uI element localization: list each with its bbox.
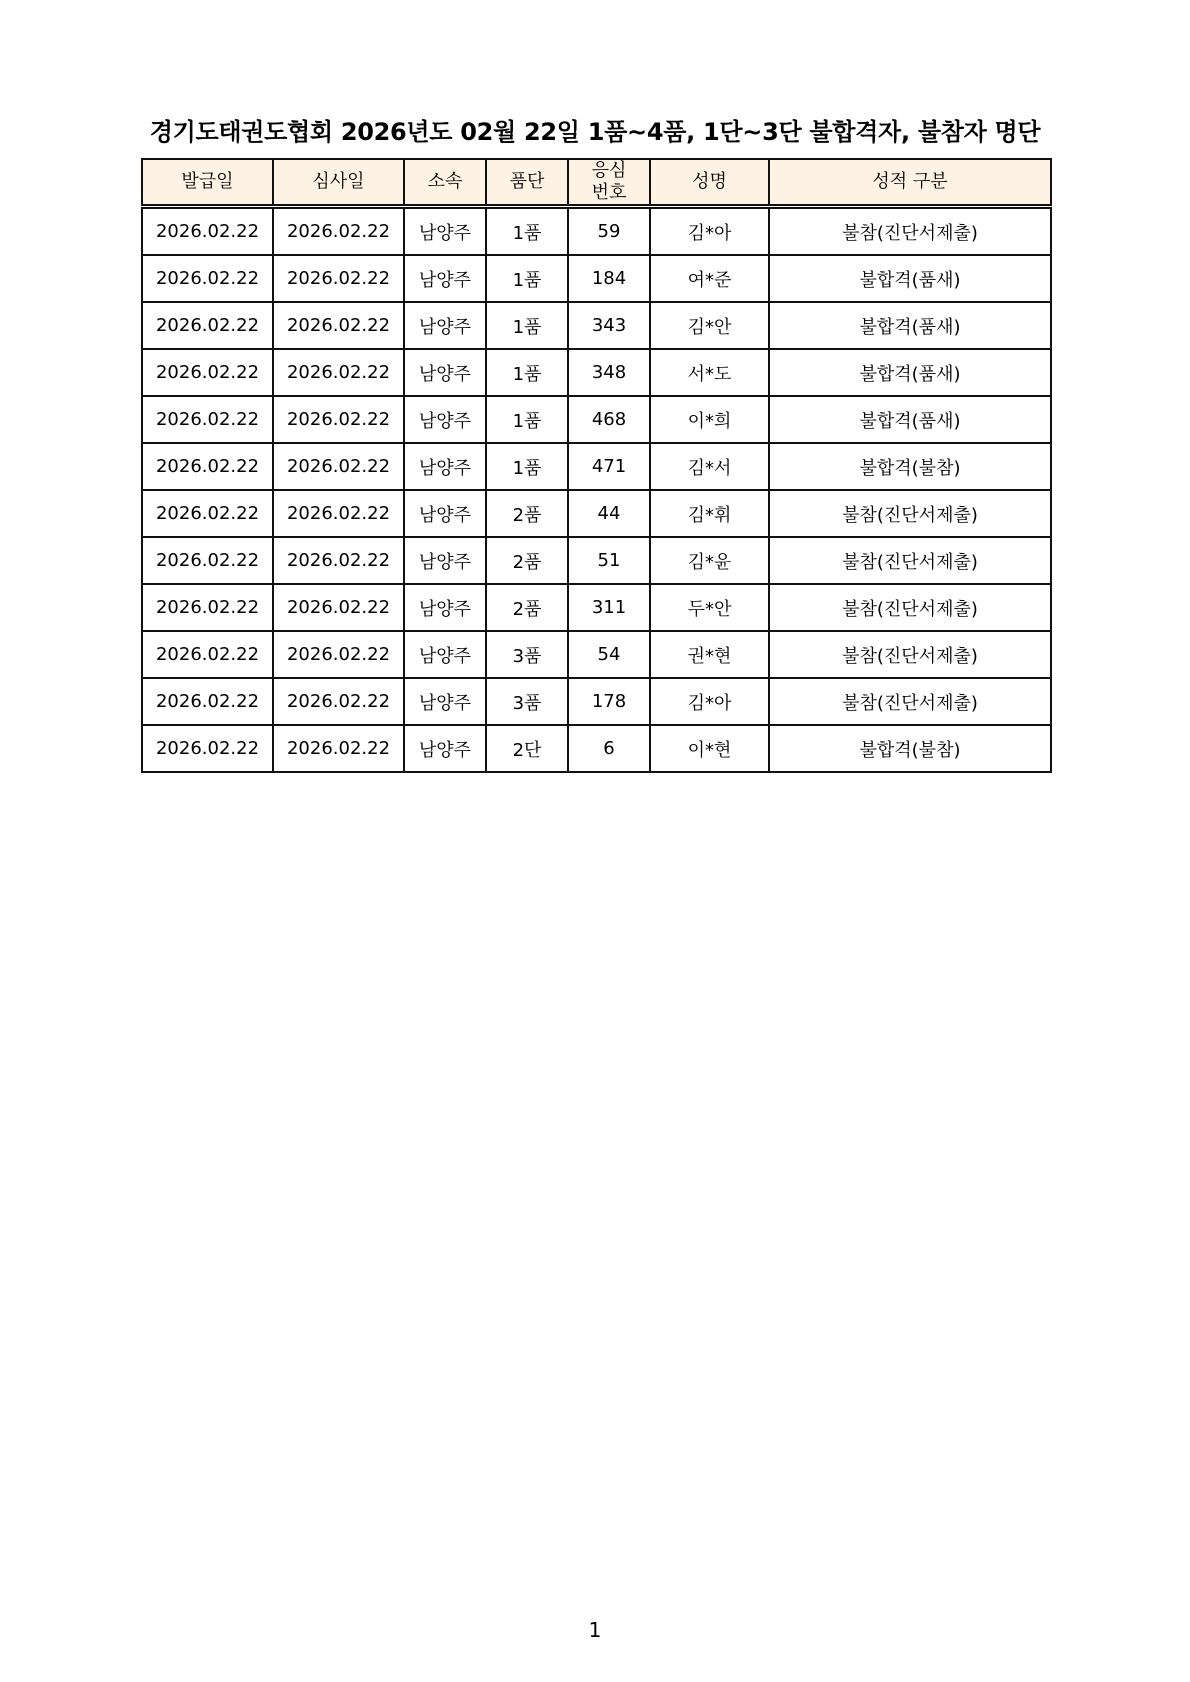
cell-result: 불참(진단서제출) [769, 584, 1051, 631]
cell-rank: 2단 [486, 725, 568, 772]
cell-issue-date: 2026.02.22 [142, 396, 273, 443]
cell-exam-date: 2026.02.22 [273, 396, 404, 443]
cell-rank: 2품 [486, 537, 568, 584]
cell-issue-date: 2026.02.22 [142, 302, 273, 349]
results-table [141, 158, 1052, 773]
cell-issue-date: 2026.02.22 [142, 725, 273, 772]
cell-result: 불합격(불참) [769, 443, 1051, 490]
cell-rank: 1품 [486, 207, 568, 256]
cell-exam-date: 2026.02.22 [273, 584, 404, 631]
header-rank: 품단 [486, 159, 568, 207]
cell-result: 불참(진단서제출) [769, 678, 1051, 725]
cell-rank: 3품 [486, 631, 568, 678]
cell-result: 불합격(불참) [769, 725, 1051, 772]
cell-rank: 2품 [486, 490, 568, 537]
cell-affiliation: 남양주 [404, 255, 486, 302]
cell-name: 서*도 [650, 349, 769, 396]
cell-name: 이*현 [650, 725, 769, 772]
table-row [142, 207, 1051, 256]
cell-name: 이*희 [650, 396, 769, 443]
header-result: 성적 구분 [769, 159, 1051, 207]
cell-name: 여*준 [650, 255, 769, 302]
cell-name: 두*안 [650, 584, 769, 631]
cell-issue-date: 2026.02.22 [142, 631, 273, 678]
document-title: 경기도태권도협회 2026년도 02월 22일 1품~4품, 1단~3단 불합격자, 불참자 명단 [149, 118, 1041, 146]
cell-affiliation: 남양주 [404, 678, 486, 725]
cell-affiliation: 남양주 [404, 725, 486, 772]
cell-issue-date: 2026.02.22 [142, 490, 273, 537]
cell-issue-date: 2026.02.22 [142, 584, 273, 631]
cell-rank: 2품 [486, 584, 568, 631]
header-row [142, 159, 1051, 207]
table-row [142, 255, 1051, 302]
cell-rank: 1품 [486, 396, 568, 443]
cell-exam-number: 343 [568, 302, 650, 349]
cell-result: 불합격(품새) [769, 255, 1051, 302]
cell-exam-number: 468 [568, 396, 650, 443]
cell-exam-date: 2026.02.22 [273, 207, 404, 256]
header-exam-date: 심사일 [273, 159, 404, 207]
cell-affiliation: 남양주 [404, 207, 486, 256]
cell-issue-date: 2026.02.22 [142, 537, 273, 584]
header-exam-number-line1: 응심 [591, 160, 627, 181]
cell-issue-date: 2026.02.22 [142, 255, 273, 302]
cell-exam-number: 471 [568, 443, 650, 490]
header-name: 성명 [650, 159, 769, 207]
cell-affiliation: 남양주 [404, 302, 486, 349]
cell-rank: 1품 [486, 349, 568, 396]
cell-rank: 3품 [486, 678, 568, 725]
cell-result: 불참(진단서제출) [769, 631, 1051, 678]
table-body [142, 207, 1051, 773]
cell-exam-date: 2026.02.22 [273, 255, 404, 302]
cell-exam-number: 54 [568, 631, 650, 678]
table-row [142, 302, 1051, 349]
cell-result: 불참(진단서제출) [769, 490, 1051, 537]
cell-rank: 1품 [486, 255, 568, 302]
cell-exam-number: 348 [568, 349, 650, 396]
cell-result: 불참(진단서제출) [769, 207, 1051, 256]
cell-rank: 1품 [486, 302, 568, 349]
cell-exam-number: 311 [568, 584, 650, 631]
cell-result: 불참(진단서제출) [769, 537, 1051, 584]
table-row [142, 349, 1051, 396]
cell-result: 불합격(품새) [769, 349, 1051, 396]
cell-name: 김*아 [650, 678, 769, 725]
cell-affiliation: 남양주 [404, 443, 486, 490]
table-row [142, 584, 1051, 631]
table-header [142, 159, 1051, 207]
cell-affiliation: 남양주 [404, 584, 486, 631]
table-row [142, 537, 1051, 584]
cell-name: 김*안 [650, 302, 769, 349]
cell-issue-date: 2026.02.22 [142, 443, 273, 490]
cell-exam-number: 51 [568, 537, 650, 584]
cell-exam-date: 2026.02.22 [273, 631, 404, 678]
cell-exam-number: 44 [568, 490, 650, 537]
cell-exam-number: 178 [568, 678, 650, 725]
cell-name: 김*서 [650, 443, 769, 490]
table-row [142, 678, 1051, 725]
page-number: 1 [588, 1618, 602, 1642]
cell-exam-number: 6 [568, 725, 650, 772]
cell-result: 불합격(품새) [769, 302, 1051, 349]
header-affiliation: 소속 [404, 159, 486, 207]
cell-exam-date: 2026.02.22 [273, 678, 404, 725]
header-exam-number-line2: 번호 [591, 182, 627, 203]
cell-affiliation: 남양주 [404, 349, 486, 396]
cell-affiliation: 남양주 [404, 396, 486, 443]
table-row [142, 443, 1051, 490]
cell-result: 불합격(품새) [769, 396, 1051, 443]
cell-affiliation: 남양주 [404, 631, 486, 678]
header-issue-date: 발급일 [142, 159, 273, 207]
cell-exam-number: 184 [568, 255, 650, 302]
table-row [142, 396, 1051, 443]
table-row [142, 631, 1051, 678]
cell-exam-date: 2026.02.22 [273, 537, 404, 584]
cell-exam-number: 59 [568, 207, 650, 256]
cell-affiliation: 남양주 [404, 490, 486, 537]
header-exam-number [568, 159, 650, 207]
cell-issue-date: 2026.02.22 [142, 207, 273, 256]
cell-exam-date: 2026.02.22 [273, 302, 404, 349]
table-row [142, 725, 1051, 772]
cell-name: 김*윤 [650, 537, 769, 584]
cell-name: 권*현 [650, 631, 769, 678]
cell-exam-date: 2026.02.22 [273, 725, 404, 772]
cell-exam-date: 2026.02.22 [273, 490, 404, 537]
cell-exam-date: 2026.02.22 [273, 443, 404, 490]
cell-rank: 1품 [486, 443, 568, 490]
cell-name: 김*아 [650, 207, 769, 256]
cell-issue-date: 2026.02.22 [142, 349, 273, 396]
table-row [142, 490, 1051, 537]
cell-name: 김*휘 [650, 490, 769, 537]
cell-exam-date: 2026.02.22 [273, 349, 404, 396]
cell-issue-date: 2026.02.22 [142, 678, 273, 725]
cell-affiliation: 남양주 [404, 537, 486, 584]
